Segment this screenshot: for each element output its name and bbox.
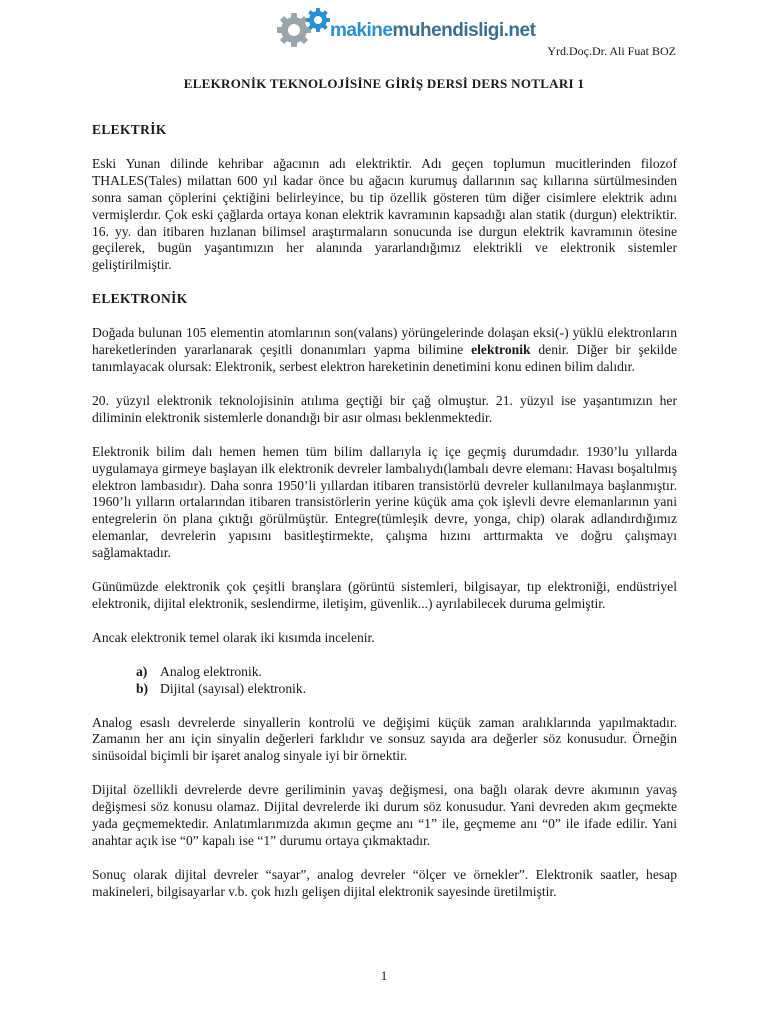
list-item (136, 681, 677, 698)
paragraph-elektronik-1-b: denir. Diğer bir şekilde tanımlayacak olursak: Elektronik, serbest elektron hareketinin denetimini konu edinen bilim dalıdır. (92, 342, 677, 374)
list-item-text: Analog elektronik. (160, 663, 262, 679)
paragraph-elektronik-4: Günümüzde elektronik çok çeşitli branşlara (görüntü sistemleri, bilgisayar, tıp elektroniği, endüstriyel elektronik, dijital elektronik, seslendirme, iletişim, güvenlik...) ayrılabilecek duruma gelmiştir. (92, 579, 677, 611)
heading-elektrik: ELEKTRİK (92, 122, 167, 137)
types-list (92, 664, 677, 698)
paragraph-elektronik-1-a: Doğada bulunan 105 elementin atomlarının son(valans) yörüngelerinde dolaşan eksi(-) yüklü elektronların hareketlerinden yararlanarak çeşitli donanımları yapma bilimine (92, 325, 677, 358)
logo-text-b: muhendisligi.net (392, 20, 536, 41)
paragraph-elektronik-8: Sonuç olarak dijital devreler “sayar”, analog devreler “ölçer ve örnekler”. Elektronik saatler, hesap makineleri, bilgisayarlar v.b. çok hızlı gelişen dijital elektronik sayesinde üretilmiştir. (92, 866, 677, 899)
document-title: ELEKRONİK TEKNOLOJİSİNE GİRİŞ DERSİ DERS NOTLARI 1 (183, 76, 585, 91)
list-item-text: Dijital (sayısal) elektronik. (160, 680, 307, 696)
paragraph-elektronik-5: Ancak elektronik temel olarak iki kısımda incelenir. (92, 629, 375, 645)
page-number: 1 (380, 968, 388, 983)
logo-text (330, 20, 535, 42)
logo-text-a: makine (330, 20, 393, 41)
paragraph-elektronik-1 (92, 325, 677, 376)
site-logo[interactable] (272, 6, 535, 50)
heading-elektronik: ELEKTRONİK (92, 291, 188, 307)
paragraph-elektrik-1: Eski Yunan dilinde kehribar ağacının adı elektriktir. Adı geçen toplumun mucitlerinden filozof THALES(Tales) milattan 600 yıl kadar önce bu ağacın kurumuş dallarının saç kıllarına sürtülmesinden sonra saman çöplerini çektiğini belirleyince, bu tip özellik gösteren tüm diğer cisimlere elektrik adını vermişlerdır. Çok eski çağlarda ortaya konan elektrik kavramının kapsadığı alan statik (durgun) elektriktir. 16. yy. dan itibaren hızlanan bilimsel araştırmaların sonucunda ise durgun elektrik kavramının ötesine geçilerek, bugün yaşantımızın her alanında yararlandığımız elektrikli ve elektronik sistemler geliştirilmiştir. (92, 155, 677, 273)
paragraph-elektronik-6: Analog esaslı devrelerde sinyallerin kontrolü ve değişimi küçük zaman aralıklarında yapılmaktadır. Zamanın her anı için sinyalin değerleri farklıdır ve sonsuz sayıda ara değerler söz konusudur. Örneğin sinüsoidal biçimli bir işaret analog sinyale iyi bir örnektir. (92, 714, 677, 764)
list-marker: b) (136, 680, 149, 696)
paragraph-elektronik-7: Dijital özellikli devrelerde devre geriliminin yavaş değişmesi, ona bağlı olarak devre akımının yavaş değişmesi söz konusu olamaz. Dijital devrelerde iki durum söz konusudur. Yani devreden akım geçmekte yada geçmemektedir. Anlatımlarımızda akımın geçme anı “1” ile, geçmeme anı “0” ile ifade edilir. Yani anahtar açık ise “0” kapalı ise “1” durumu ortaya çıkmaktadır. (92, 782, 677, 848)
list-item (136, 664, 677, 681)
gears-icon (272, 6, 338, 50)
paragraph-elektronik-3: Elektronik bilim dalı hemen hemen tüm bilim dallarıyla iç içe geçmiş durumdadır. 1930’lu yıllarda uygulamaya girmeye başlayan ilk elektronik devreler lambalıydı(lambalı devre elemanı: Havası boşaltılmış elektron lambasıdır). Daha sonra 1950’li yıllardan itibaren transistörlü devreler kullanılmaya başlanmıştır. 1960’lı yılların ortalarından itibaren transistörlerin yerine küçük ama çok işlevli devre elemanlarının yani entegrelerin ön plana çıktığı görülmüştür. Entegre(tümleşik devre, yonga, chip) olarak adlandırdığımız elemanlar, devrelerin yapısını basitleştirmekte, çalışma hızını arttırmakta ve doğru çalışmayı sağlamaktadır. (92, 443, 677, 561)
document-body (92, 122, 677, 918)
author-name: Yrd.Doç.Dr. Ali Fuat BOZ (547, 44, 676, 58)
term-elektronik: elektronik (471, 342, 531, 358)
paragraph-elektronik-2: 20. yüzyıl elektronik teknolojisinin atılıma geçtiği bir çağ olmuştur. 21. yüzyıl ise yaşantımızın her diliminin elektronik sistemlerle donandığı bir asır olması beklenmektedir. (92, 392, 677, 425)
list-marker: a) (136, 663, 148, 679)
